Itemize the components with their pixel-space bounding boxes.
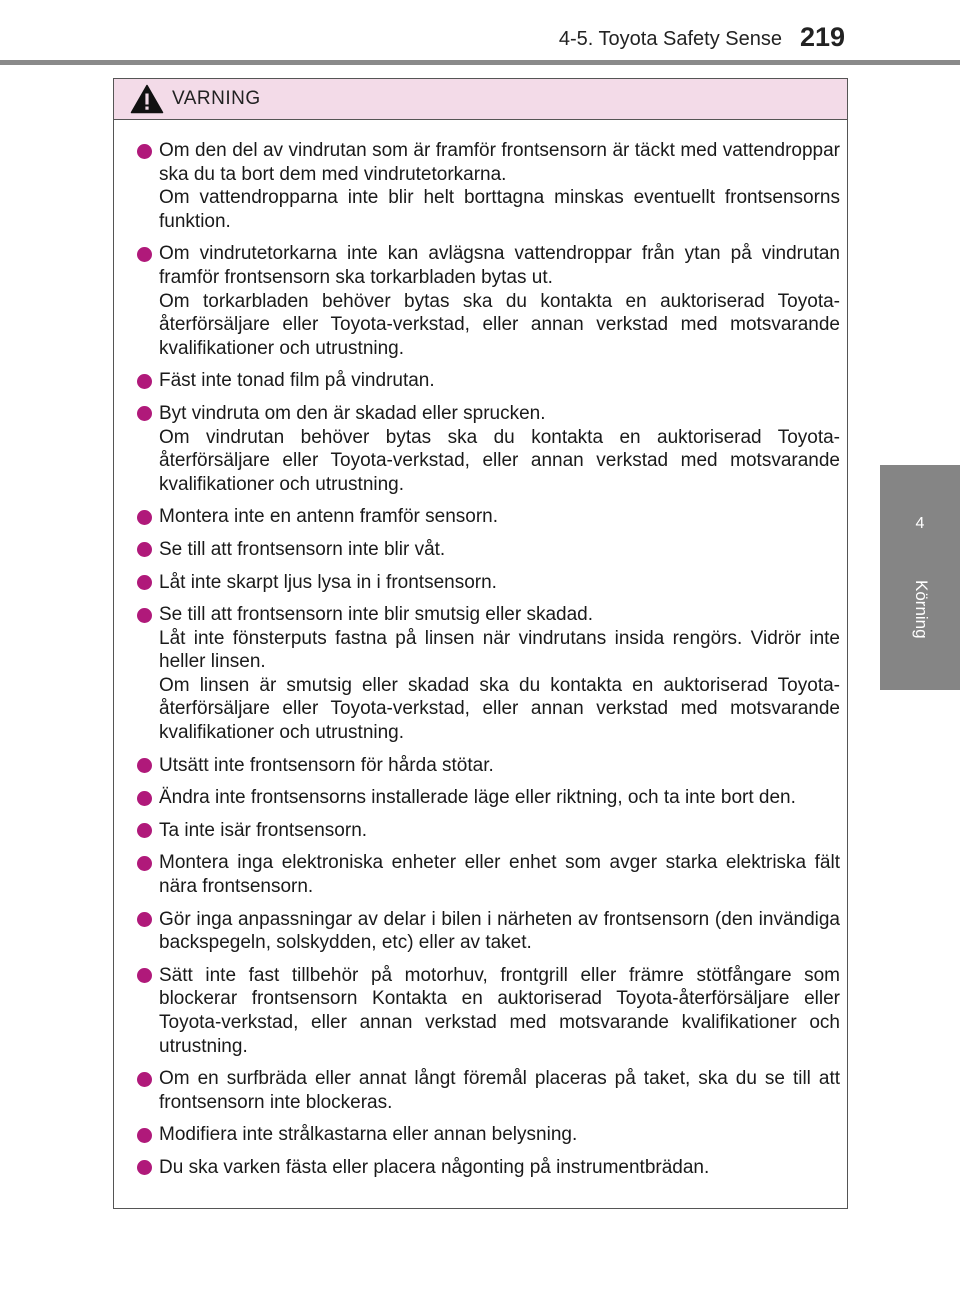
warning-item-text: Om den del av vindrutan som är framför frontsensorn är täckt med vattendroppar ska du ta bort dem med vindrutetorkarna. xyxy=(159,140,840,185)
warning-header xyxy=(114,79,847,120)
warning-item xyxy=(137,571,840,595)
bullet-icon xyxy=(137,823,152,838)
warning-item xyxy=(137,786,840,810)
warning-item xyxy=(137,819,840,843)
warning-item xyxy=(137,139,840,233)
header-divider xyxy=(0,60,960,65)
bullet-icon xyxy=(137,575,152,590)
warning-item-text: Se till att frontsensorn inte blir smutsig eller skadad. xyxy=(159,604,594,626)
bullet-icon xyxy=(137,510,152,525)
warning-box xyxy=(113,78,848,1209)
warning-item xyxy=(137,1123,840,1147)
bullet-icon xyxy=(137,856,152,871)
warning-item-text: Ta inte isär frontsensorn. xyxy=(159,819,368,841)
warning-item-text: Om linsen är smutsig eller skadad ska du kontakta en auktoriserad Toyota-återförsäljare eller Toyota-verkstad, eller annan verkstad med motsvarande kvalifikationer och utrustning. xyxy=(159,674,840,744)
warning-item-text: Fäst inte tonad film på vindrutan. xyxy=(159,370,435,392)
warning-item-text: Ändra inte frontsensorns installerade läge eller riktning, och ta inte bort den. xyxy=(159,787,796,809)
bullet-icon xyxy=(137,968,152,983)
warning-item xyxy=(137,402,840,496)
warning-item-text: Du ska varken fästa eller placera någonting på instrumentbrädan. xyxy=(159,1156,710,1178)
warning-item-text: Om vindrutan behöver bytas ska du kontakta en auktoriserad Toyota-återförsäljare eller Toyota-verkstad, eller annan verkstad med motsvarande kvalifikationer och utrustning. xyxy=(159,426,840,495)
bullet-icon xyxy=(137,1160,152,1175)
warning-item xyxy=(137,964,840,1058)
warning-item xyxy=(137,1067,840,1114)
warning-item-text: Om vattendropparna inte blir helt borttagna minskas eventuellt frontsensorns funktion. xyxy=(159,187,840,232)
warning-item xyxy=(137,505,840,529)
warning-item xyxy=(137,369,840,393)
warning-item-text: Om en surfbräda eller annat långt föremål placeras på taket, ska du se till att frontsensorn inte blockeras. xyxy=(159,1068,840,1113)
warning-triangle-icon xyxy=(130,84,164,114)
bullet-icon xyxy=(137,1072,152,1087)
warning-item-text: Modifiera inte strålkastarna eller annan belysning. xyxy=(159,1124,578,1146)
bullet-icon xyxy=(137,374,152,389)
warning-item-text: Utsätt inte frontsensorn för hårda stötar. xyxy=(159,754,494,776)
section-title: 4-5. Toyota Safety Sense xyxy=(558,28,782,50)
bullet-icon xyxy=(137,1128,152,1143)
warning-item-text: Se till att frontsensorn inte blir våt. xyxy=(159,538,446,560)
warning-item-text: Sätt inte fast tillbehör på motorhuv, frontgrill eller främre stötfångare som blockerar frontsensorn Kontakta en auktoriserad Toyota-återförsäljare eller Toyota-verkstad, eller annan verkstad med motsvarande kvalifikationer och utrustning. xyxy=(159,964,840,1057)
bullet-icon xyxy=(137,912,152,927)
chapter-label: Körning xyxy=(912,580,931,639)
page-number: 219 xyxy=(800,22,846,52)
warning-item-text: Om vindrutetorkarna inte kan avlägsna vattendroppar från ytan på vindrutan framför frontsensorn ska torkarbladen bytas ut. xyxy=(159,243,840,288)
warning-item-text: Montera inga elektroniska enheter eller enhet som avger starka elektriska fält nära frontsensorn. xyxy=(159,852,840,898)
warning-title: VARNING xyxy=(172,88,261,109)
bullet-icon xyxy=(137,542,152,557)
bullet-icon xyxy=(137,144,152,159)
warning-item xyxy=(137,908,840,955)
warning-item-text: Montera inte en antenn framför sensorn. xyxy=(159,506,499,528)
bullet-icon xyxy=(137,247,152,262)
warning-item xyxy=(137,754,840,778)
warning-item xyxy=(137,603,840,745)
warning-item xyxy=(137,1156,840,1180)
warning-item xyxy=(137,851,840,898)
warning-item-text: Om torkarbladen behöver bytas ska du kontakta en auktoriserad Toyota-återförsäljare eller Toyota-verkstad, eller annan verkstad med motsvarande kvalifikationer och utrustning. xyxy=(159,290,840,359)
chapter-number: 4 xyxy=(915,515,925,532)
warning-item-text: Låt inte skarpt ljus lysa in i frontsensorn. xyxy=(159,571,497,593)
warning-item xyxy=(137,538,840,562)
bullet-icon xyxy=(137,406,152,421)
warning-item-text: Låt inte fönsterputs fastna på linsen när vindrutans insida rengörs. Vidrör inte heller linsen. xyxy=(159,627,840,673)
warning-item-text: Byt vindruta om den är skadad eller sprucken. xyxy=(159,402,546,424)
bullet-icon xyxy=(137,608,152,623)
warning-item xyxy=(137,242,840,360)
bullet-icon xyxy=(137,791,152,806)
warning-item-text: Gör inga anpassningar av delar i bilen i närheten av frontsensorn (den invändiga backspegeln, solskydden, etc) eller av taket. xyxy=(159,908,840,954)
warning-list xyxy=(114,120,847,1180)
bullet-icon xyxy=(137,758,152,773)
